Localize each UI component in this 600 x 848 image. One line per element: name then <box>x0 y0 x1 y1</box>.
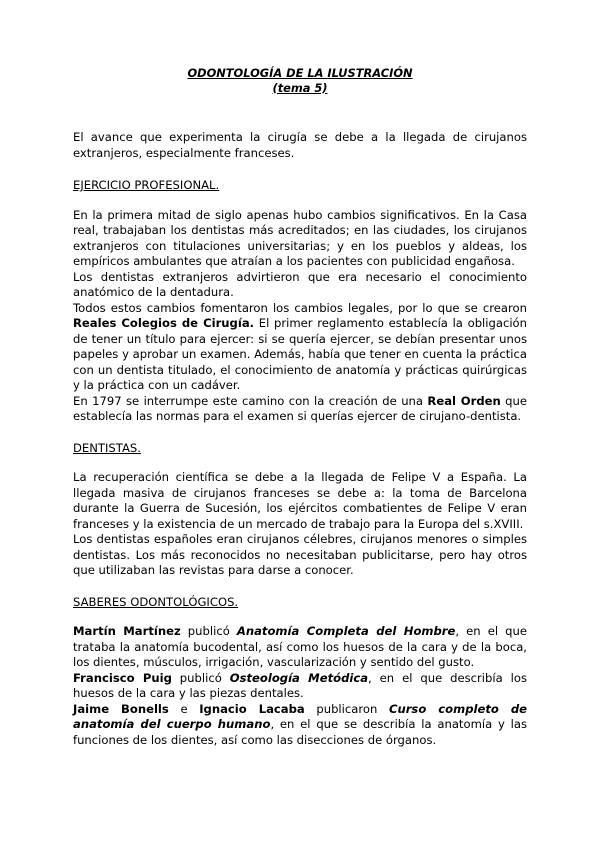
section-heading-dentistas: DENTISTAS. <box>73 440 141 455</box>
reales-colegios-term: Reales Colegios de Cirugía. <box>73 316 255 330</box>
entry-2-rest: , en el que describía los huesos de la cara y las piezas dentales. <box>73 670 527 700</box>
author-francisco-puig: Francisco Puig <box>73 670 172 685</box>
section-heading-saberes: SABERES ODONTOLÓGICOS. <box>73 594 239 609</box>
entry-3-rest: , en el que se describía la anatomía y las funciones de los dientes, así como las disecciones de órganos. <box>73 717 527 747</box>
saberes-entry-3 <box>73 702 527 749</box>
author-ignacio-lacaba: Ignacio Lacaba <box>199 701 305 716</box>
entry-1-verb: publicó <box>180 624 237 638</box>
ejercicio-paragraph-3 <box>73 301 527 394</box>
book-osteologia-metodica: Osteología Metódica <box>229 670 369 685</box>
book-anatomia-completa: Anatomía Completa del Hombre <box>236 624 456 638</box>
entry-3-verb: publicaron <box>304 701 389 716</box>
ejercicio-p4-start: En 1797 se interrumpe este camino con la creación de una <box>73 393 428 408</box>
intro-paragraph: El avance que experimenta la cirugía se debe a la llegada de cirujanos extranjeros, especialmente franceses. <box>73 130 527 160</box>
ejercicio-p3-end: El primer reglamento establecía la obligación de tener un título para ejercer: si se quería ejercer, se debían presentar unos papeles y aprobar un examen. Además, había que tener en cuenta la práctica con un dentista titulado, el conocimiento de anatomía y prácticas quirúrgicas y la práctica con un cadáver. <box>73 316 528 392</box>
title-line-2: (tema 5) <box>272 81 328 95</box>
document-title <box>73 66 527 96</box>
document-page <box>73 66 527 748</box>
ejercicio-paragraph-4 <box>73 394 527 425</box>
ejercicio-paragraph-1: En la primera mitad de siglo apenas hubo cambios significativos. En la Casa real, trabajaban los dentistas más acreditados; en las ciudades, los cirujanos extranjeros con titulaciones universitarias; y en los pueblos y aldeas, los empíricos ambulantes que atraían a los pacientes con publicidad engañosa. <box>73 207 527 268</box>
dentistas-paragraph-2: Los dentistas españoles eran cirujanos célebres, cirujanos menores o simples dentistas. Los más reconocidos no necesitaban publicitarse, pero hay otros que utilizaban las revistas para darse a conocer. <box>73 532 527 577</box>
saberes-entry-2 <box>73 671 527 702</box>
book-curso-completo: Curso completo de anatomía del cuerpo humano <box>73 701 527 731</box>
author-martin-martinez: Martín Martínez <box>73 624 181 638</box>
dentistas-paragraph-1: La recuperación científica se debe a la llegada de Felipe V a España. La llegada masiva de cirujanos franceses se debe a: la toma de Barcelona durante la Guerra de Sucesión, los ejércitos combatientes de Felipe V eran franceses y la existencia de un mercado de trabajo para la Europa del s.XVIII. <box>73 470 527 531</box>
entry-3-and: e <box>168 701 200 716</box>
section-heading-ejercicio: EJERCICIO PROFESIONAL. <box>73 178 220 192</box>
entry-1-rest: , en el que trataba la anatomía bucodental, así como los huesos de la cara y de la boca, los dientes, músculos, irrigación, vascularización y sentido del gusto. <box>73 624 527 669</box>
ejercicio-p3-start: Todos estos cambios fomentaron los cambios legales, por lo que se crearon <box>73 300 527 315</box>
author-jaime-bonells: Jaime Bonells <box>73 701 169 716</box>
title-line-1: ODONTOLOGÍA DE LA ILUSTRACIÓN <box>187 66 413 80</box>
saberes-entry-1 <box>73 624 527 671</box>
real-orden-term: Real Orden <box>427 393 501 408</box>
ejercicio-p4-end: que establecía las normas para el examen si querías ejercer de cirujano-dentista. <box>73 393 527 423</box>
ejercicio-paragraph-2: Los dentistas extranjeros advirtieron que era necesario el conocimiento anatómico de la dentadura. <box>73 269 527 299</box>
entry-2-verb: publicó <box>171 670 230 685</box>
